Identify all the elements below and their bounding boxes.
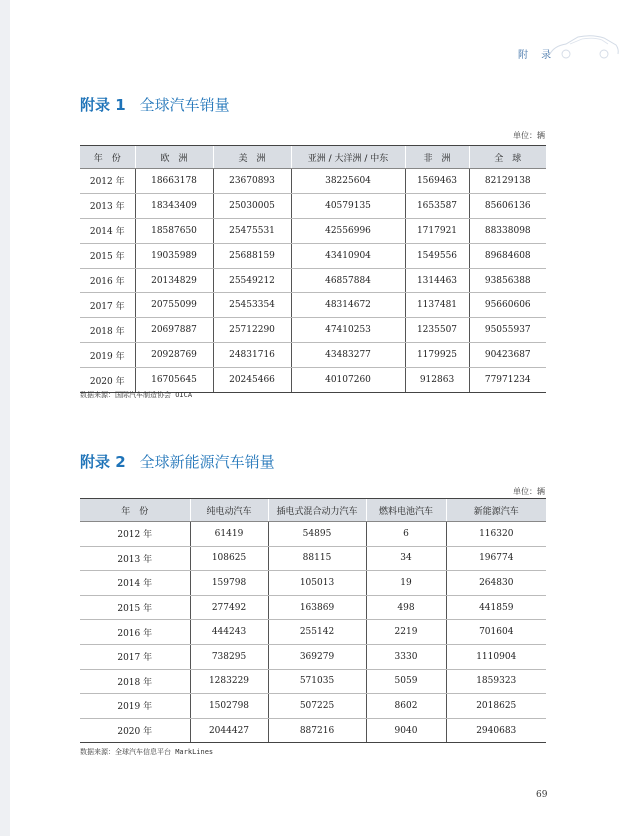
value-cell: 912863: [405, 368, 469, 393]
column-header: 纯电动汽车: [190, 499, 268, 522]
value-cell: 25688159: [213, 243, 291, 268]
value-cell: 19035989: [135, 243, 213, 268]
appendix-2-source: 数据来源：全球汽车信息平台 MarkLines: [80, 748, 214, 756]
value-cell: 95660606: [469, 293, 546, 318]
value-cell: 1235507: [405, 318, 469, 343]
appendix-2-title: 全球新能源汽车销量: [139, 453, 275, 471]
value-cell: 25475531: [213, 218, 291, 243]
year-cell: 2013 年: [80, 193, 135, 218]
year-cell: 2018 年: [80, 318, 135, 343]
column-header: 全 球: [469, 146, 546, 169]
value-cell: 77971234: [469, 368, 546, 393]
column-header: 年 份: [80, 499, 190, 522]
value-cell: 3330: [366, 644, 446, 669]
value-cell: 163869: [268, 595, 366, 620]
table-row: [80, 595, 546, 620]
value-cell: 23670893: [213, 169, 291, 194]
table-row: [80, 669, 546, 694]
appendix-1-unit: 单位：辆: [513, 131, 545, 140]
value-cell: 90423687: [469, 343, 546, 368]
year-cell: 2016 年: [80, 268, 135, 293]
value-cell: 1549556: [405, 243, 469, 268]
year-cell: 2017 年: [80, 293, 135, 318]
table-row: [80, 522, 546, 547]
value-cell: 48314672: [291, 293, 405, 318]
year-cell: 2012 年: [80, 522, 190, 547]
table-row: [80, 193, 546, 218]
global-vehicle-sales-table: [80, 145, 546, 393]
year-cell: 2018 年: [80, 669, 190, 694]
column-header: 美 洲: [213, 146, 291, 169]
value-cell: 38225604: [291, 169, 405, 194]
year-cell: 2017 年: [80, 644, 190, 669]
value-cell: 88115: [268, 546, 366, 571]
value-cell: 5059: [366, 669, 446, 694]
column-header: 年 份: [80, 146, 135, 169]
value-cell: 1314463: [405, 268, 469, 293]
year-cell: 2016 年: [80, 620, 190, 645]
year-cell: 2014 年: [80, 218, 135, 243]
table-row: [80, 694, 546, 719]
value-cell: 25453354: [213, 293, 291, 318]
value-cell: 498: [366, 595, 446, 620]
running-header: 附 录: [518, 50, 557, 61]
value-cell: 2044427: [190, 718, 268, 743]
value-cell: 85606136: [469, 193, 546, 218]
appendix-2-heading: [80, 451, 275, 472]
table-row: [80, 268, 546, 293]
value-cell: 1859323: [446, 669, 546, 694]
value-cell: 43483277: [291, 343, 405, 368]
table-row: [80, 243, 546, 268]
year-cell: 2019 年: [80, 343, 135, 368]
value-cell: 61419: [190, 522, 268, 547]
page-number: 69: [536, 790, 548, 800]
value-cell: 701604: [446, 620, 546, 645]
table-row: [80, 318, 546, 343]
appendix-2-unit: 单位：辆: [513, 487, 545, 496]
value-cell: 47410253: [291, 318, 405, 343]
year-cell: 2015 年: [80, 595, 190, 620]
table-row: [80, 620, 546, 645]
value-cell: 20697887: [135, 318, 213, 343]
value-cell: 1283229: [190, 669, 268, 694]
value-cell: 18343409: [135, 193, 213, 218]
appendix-1-source: 数据来源：国际汽车制造协会 OICA: [80, 391, 193, 399]
value-cell: 20245466: [213, 368, 291, 393]
value-cell: 2018625: [446, 694, 546, 719]
value-cell: 34: [366, 546, 446, 571]
value-cell: 93856388: [469, 268, 546, 293]
year-cell: 2012 年: [80, 169, 135, 194]
value-cell: 1502798: [190, 694, 268, 719]
table-row: [80, 343, 546, 368]
value-cell: 25549212: [213, 268, 291, 293]
year-cell: 2015 年: [80, 243, 135, 268]
value-cell: 887216: [268, 718, 366, 743]
value-cell: 264830: [446, 571, 546, 596]
value-cell: 88338098: [469, 218, 546, 243]
value-cell: 40107260: [291, 368, 405, 393]
table-row: [80, 546, 546, 571]
value-cell: 6: [366, 522, 446, 547]
value-cell: 24831716: [213, 343, 291, 368]
value-cell: 196774: [446, 546, 546, 571]
value-cell: 54895: [268, 522, 366, 547]
value-cell: 369279: [268, 644, 366, 669]
value-cell: 507225: [268, 694, 366, 719]
appendix-2-label: 附录 2: [80, 453, 126, 471]
value-cell: 25030005: [213, 193, 291, 218]
value-cell: 1717921: [405, 218, 469, 243]
value-cell: 18587650: [135, 218, 213, 243]
value-cell: 20928769: [135, 343, 213, 368]
value-cell: 43410904: [291, 243, 405, 268]
value-cell: 46857884: [291, 268, 405, 293]
value-cell: 108625: [190, 546, 268, 571]
table-row: [80, 718, 546, 743]
value-cell: 89684608: [469, 243, 546, 268]
value-cell: 18663178: [135, 169, 213, 194]
value-cell: 441859: [446, 595, 546, 620]
value-cell: 116320: [446, 522, 546, 547]
year-cell: 2020 年: [80, 718, 190, 743]
value-cell: 2940683: [446, 718, 546, 743]
value-cell: 159798: [190, 571, 268, 596]
value-cell: 1569463: [405, 169, 469, 194]
value-cell: 738295: [190, 644, 268, 669]
global-nev-sales-table: [80, 498, 546, 743]
column-header: 燃料电池汽车: [366, 499, 446, 522]
value-cell: 255142: [268, 620, 366, 645]
value-cell: 277492: [190, 595, 268, 620]
table-row: [80, 218, 546, 243]
value-cell: 105013: [268, 571, 366, 596]
table-row: [80, 644, 546, 669]
value-cell: 82129138: [469, 169, 546, 194]
value-cell: 9040: [366, 718, 446, 743]
appendix-1-heading: [80, 94, 230, 115]
value-cell: 95055937: [469, 318, 546, 343]
value-cell: 42556996: [291, 218, 405, 243]
column-header: 插电式混合动力汽车: [268, 499, 366, 522]
page-edge-strip: [0, 0, 10, 836]
value-cell: 2219: [366, 620, 446, 645]
column-header: 非 洲: [405, 146, 469, 169]
table-row: [80, 169, 546, 194]
value-cell: 40579135: [291, 193, 405, 218]
year-cell: 2013 年: [80, 546, 190, 571]
car-outline-icon: [548, 32, 620, 62]
value-cell: 20134829: [135, 268, 213, 293]
table-row: [80, 368, 546, 393]
value-cell: 1110904: [446, 644, 546, 669]
value-cell: 444243: [190, 620, 268, 645]
value-cell: 1179925: [405, 343, 469, 368]
column-header: 欧 洲: [135, 146, 213, 169]
table-row: [80, 571, 546, 596]
table-row: [80, 293, 546, 318]
value-cell: 8602: [366, 694, 446, 719]
appendix-1-title: 全球汽车销量: [139, 96, 230, 114]
value-cell: 571035: [268, 669, 366, 694]
value-cell: 19: [366, 571, 446, 596]
value-cell: 1653587: [405, 193, 469, 218]
value-cell: 1137481: [405, 293, 469, 318]
column-header: 亚洲 / 大洋洲 / 中东: [291, 146, 405, 169]
appendix-1-label: 附录 1: [80, 96, 126, 114]
year-cell: 2014 年: [80, 571, 190, 596]
value-cell: 16705645: [135, 368, 213, 393]
column-header: 新能源汽车: [446, 499, 546, 522]
year-cell: 2019 年: [80, 694, 190, 719]
year-cell: 2020 年: [80, 368, 135, 393]
value-cell: 20755099: [135, 293, 213, 318]
value-cell: 25712290: [213, 318, 291, 343]
